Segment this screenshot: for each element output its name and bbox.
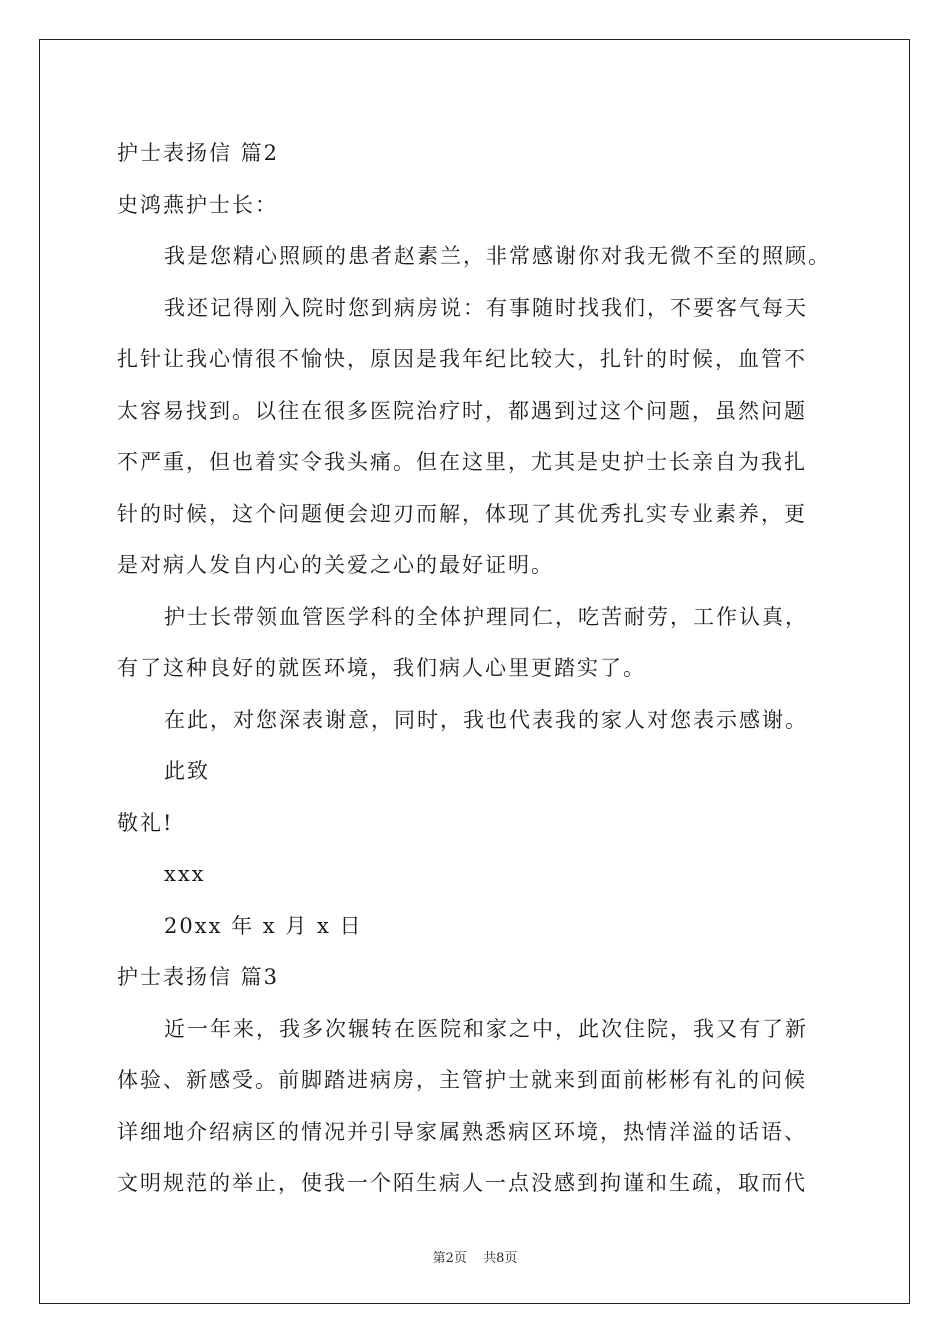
closing-salute: 敬礼! [117,810,174,835]
paragraph-line: 护士长带领血管医学科的全体护理同仁，吃苦耐劳，工作认真， [164,604,808,629]
salutation: 史鸿燕护士长： [117,192,278,217]
paragraph-line: 太容易找到。以往在很多医院治疗时，都遇到过这个问题，虽然问题 [117,398,807,423]
signature: xxx [164,862,206,886]
heading-letter-3: 护士表扬信 篇3 [117,965,280,989]
closing-phrase: 此致 [164,759,210,783]
paragraph-line: 在此，对您深表谢意，同时，我也代表我的家人对您表示感谢。 [164,707,808,732]
paragraph-line: 是对病人发自内心的关爱之心的最好证明。 [117,553,554,577]
paragraph-line: 不严重，但也着实令我头痛。但在这里，尤其是史护士长亲自为我扎 [117,450,807,474]
page-number: 第2页 [432,1251,467,1266]
date: 20xx 年 x 月 x 日 [164,913,363,938]
paragraph-line: 近一年来，我多次辗转在医院和家之中，此次住院，我又有了新 [164,1016,808,1041]
page-footer [0,1247,950,1266]
paragraph-line: 有了这种良好的就医环境，我们病人心里更踏实了。 [117,656,646,680]
paragraph-line: 我是您精心照顾的患者赵素兰，非常感谢你对我无微不至的照顾。 [164,244,831,268]
paragraph-line: 详细地介绍病区的情况并引导家属熟悉病区环境，热情洋溢的话语、 [117,1119,807,1144]
document-body [117,128,837,1210]
page-total: 共8页 [483,1251,518,1266]
paragraph-line: 针的时候，这个问题便会迎刃而解，体现了其优秀扎实专业素养，更 [117,501,807,526]
heading-letter-2: 护士表扬信 篇2 [117,141,280,165]
paragraph-line: 扎针让我心情很不愉快，原因是我年纪比较大，扎针的时候，血管不 [117,347,807,371]
paragraph-line: 文明规范的举止，使我一个陌生病人一点没感到拘谨和生疏，取而代 [117,1171,807,1195]
paragraph-line: 体验、新感受。前脚踏进病房，主管护士就来到面前彬彬有礼的问候 [117,1068,807,1092]
paragraph-line: 我还记得刚入院时您到病房说：有事随时找我们，不要客气每天 [164,295,808,320]
